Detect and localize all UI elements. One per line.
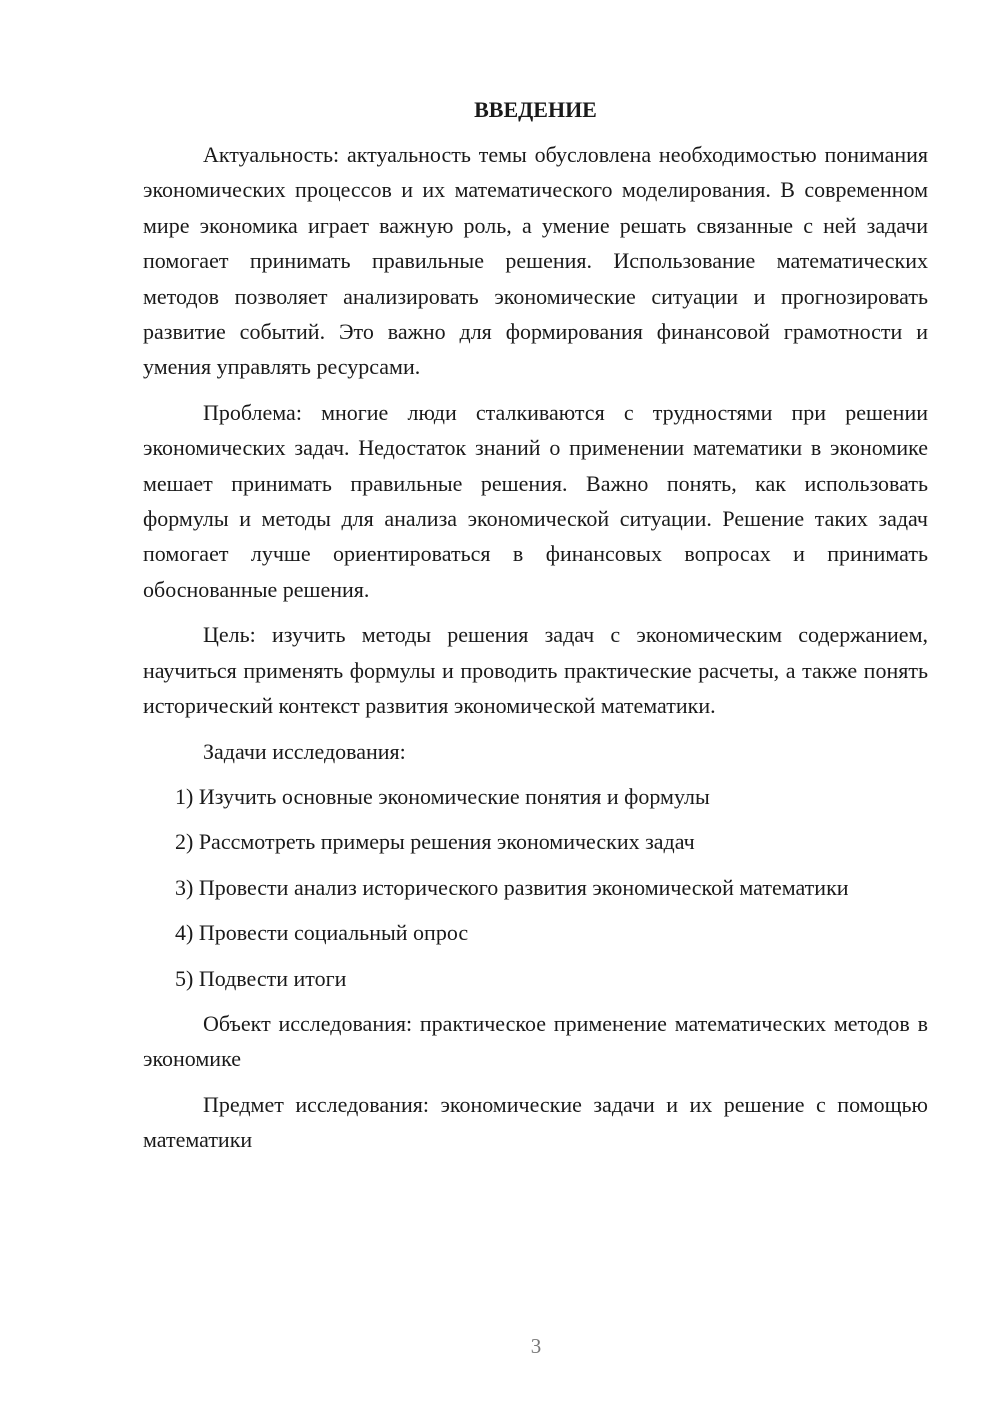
relevance-paragraph: Актуальность: актуальность темы обусловлена необходимостью понимания экономических процессов и их математического моделирования. В современном мире экономика играет важную роль, а умение решать связанные с ней задачи помогает принимать правильные решения. Использование математических методов позволяет анализировать экономические ситуации и прогнозировать развитие событий. Это важно для формирования финансовой грамотности и умения управлять ресурсами. <box>143 142 928 380</box>
object-paragraph: Объект исследования: практическое применение математических методов в экономике <box>143 1010 928 1072</box>
tasks-heading: Задачи исследования: <box>203 738 406 764</box>
problem-paragraph: Проблема: многие люди сталкиваются с трудностями при решении экономических задач. Недостаток знаний о применении математики в экономике мешает принимать правильные решения. Важно понять, как использовать формулы и методы для анализа экономической ситуации. Решение таких задач помогает лучше ориентироваться в финансовых вопросах и принимать обоснованные решения. <box>143 399 928 602</box>
task-item-2: 2) Рассмотреть примеры решения экономических задач <box>175 829 695 855</box>
page-number: 3 <box>530 1334 542 1358</box>
task-item-4: 4) Провести социальный опрос <box>175 920 469 946</box>
page-content <box>143 92 928 1158</box>
task-item-5: 5) Подвести итоги <box>175 965 347 991</box>
page-title: ВВЕДЕНИЕ <box>474 97 597 122</box>
task-item-3: 3) Провести анализ исторического развития экономической математики <box>175 874 849 900</box>
goal-paragraph: Цель: изучить методы решения задач с экономическим содержанием, научиться применять формулы и проводить практические расчеты, а также понять исторический контекст развития экономической математики. <box>143 622 928 719</box>
task-item-1: 1) Изучить основные экономические понятия и формулы <box>175 783 710 809</box>
subject-paragraph: Предмет исследования: экономические задачи и их решение с помощью математики <box>143 1091 928 1153</box>
